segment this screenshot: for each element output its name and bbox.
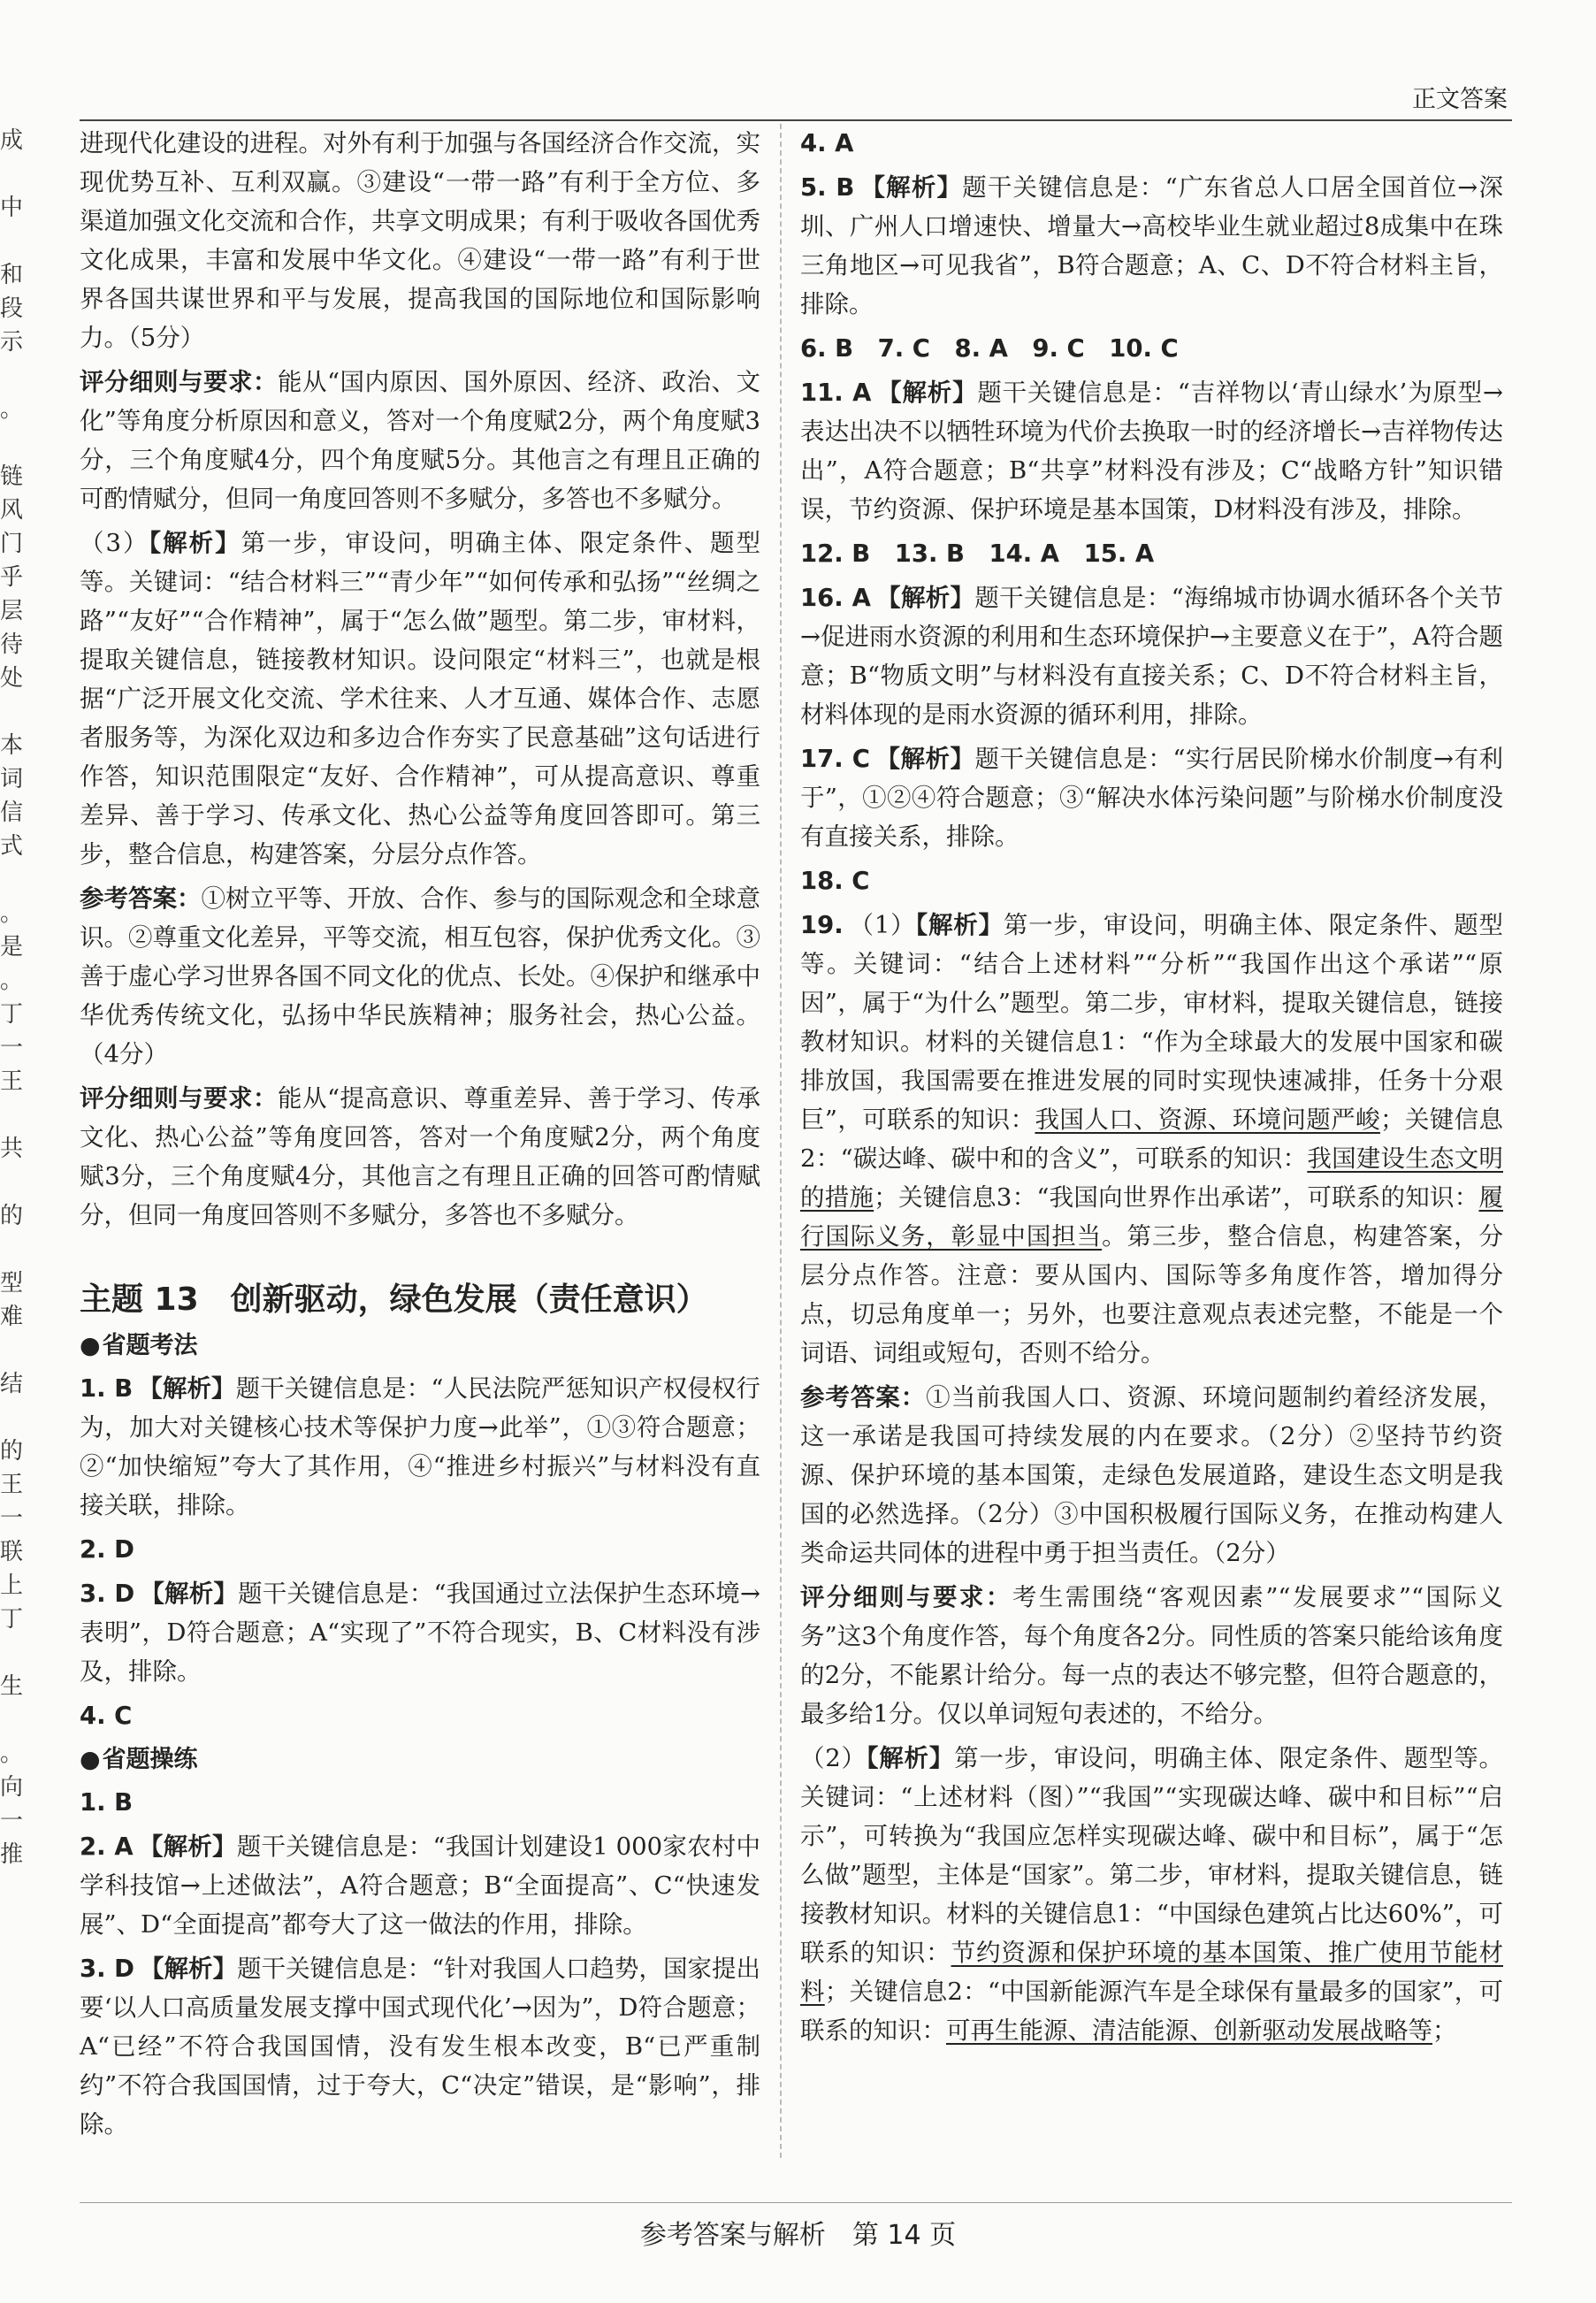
- answer-item: 2. A 【解析】题干关键信息是：“我国计划建设1 000家农村中学科技馆→上述做法”，A符合题意；B“全面提高”、C“快速发展”、D“全面提高”都夸大了这一做法的作用，排除。: [80, 1832, 760, 1939]
- answer-item: 4. A: [800, 129, 854, 157]
- edge-char: [0, 1098, 19, 1132]
- edge-char: [0, 1166, 19, 1199]
- edge-char: 链: [0, 463, 24, 490]
- header-rule: [80, 119, 1512, 121]
- answer-item: 19. （1）【解析】第一步，审设问，明确主体、限定条件、题型等。关键词：“结合上述材料”“分析”“我国作出这个承诺”“原因”，属于“为什么”题型。第二步，审材料，提取关键信息，链接教材知识。材料的关键信息1：“作为全球最大的发展中国家和碳排放国，我国需要在推进发展的同时实现快速减排，任务十分艰巨”，可联系的知识：我国人口、资源、环境问题严峻；关键信息2：“碳达峰、碳中和的含义”，可联系的知识：我国建设生态文明的措施；关键信息3：“我国向世界作出承诺”，可联系的知识：履行国际义务，彰显中国担当。第三步，整合信息，构建答案，分层分点作答。注意：要从国内、国际等多角度作答，增加得分点，切忌角度单一；另外，也要注意观点表述完整，不能是一个词语、词组或短句，否则不给分。: [800, 911, 1504, 1367]
- edge-char: 生: [0, 1673, 24, 1700]
- edge-char: [0, 426, 19, 460]
- edge-char: 的: [0, 1438, 24, 1465]
- scoring-paragraph: 评分细则与要求：能从“国内原因、国外原因、经济、政治、文化”等角度分析原因和意义，答对一个角度赋2分，两个角度赋3分，三个角度赋4分，四个角度赋5分。其他言之有理且正确的可酌情赋分，但同一角度回答则不多赋分，多答也不多赋分。: [80, 368, 760, 513]
- page-footer: [0, 2213, 1596, 2252]
- scoring-paragraph: 评分细则与要求：能从“提高意识、尊重差异、善于学习、传承文化、热心公益”等角度回答，答对一个角度赋2分，两个角度赋3分，三个角度赋4分，其他言之有理且正确的回答可酌情赋分，但同一角度回答则不多赋分，多答也不多赋分。: [80, 1084, 760, 1229]
- answer-paragraph: 参考答案：①当前我国人口、资源、环境问题制约着经济发展，这一承诺是我国可持续发展的内在要求。（2分）②坚持节约资源、保护环境的基本国策，走绿色发展道路，建设生态文明是我国的必然选择。（2分）③中国积极履行国际义务，在推动构建人类命运共同体的进程中勇于担当责任。（2分）: [800, 1383, 1504, 1567]
- answer-item: 11. A 【解析】题干关键信息是：“吉祥物以‘青山绿水’为原型→表达出决不以牺牲环境为代价去换取一时的经济增长→吉祥物传达出”，A符合题意；B“共享”材料没有涉及；C“战略方针”知识错误，节约资源、保护环境是基本国策，D材料没有涉及，排除。: [800, 379, 1504, 524]
- edge-char: 王: [0, 1472, 24, 1498]
- edge-char: [0, 1334, 19, 1367]
- section-heading: ● 省题考法: [80, 1327, 760, 1366]
- edge-char: [0, 695, 19, 729]
- edge-char: 本: [0, 732, 24, 759]
- topic-heading: 主题 13 创新驱动，绿色发展（责任意识）: [80, 1282, 708, 1318]
- edge-char: 中: [0, 195, 24, 221]
- analysis-paragraph: （2）【解析】第一步，审设问，明确主体、限定条件、题型等。关键词：“上述材料（图）”“我国”“实现碳达峰、碳中和目标”“启示”，可转换为“我国应怎样实现碳达峰、碳中和目标”，属于“怎么做”题型，主体是“国家”。第二步，审材料，提取关键信息，链接教材知识。材料的关键信息1：“中国绿色建筑占比达60%”，可联系的知识：节约资源和保护环境的基本国策、推广使用节能材料；关键信息2：“中国新能源汽车是全球保有量最多的国家”，可联系的知识：可再生能源、清洁能源、创新驱动发展战略等；: [800, 1744, 1504, 2045]
- edge-char: 一: [0, 1808, 24, 1834]
- edge-char: 词: [0, 766, 24, 792]
- edge-char: 门: [0, 531, 24, 557]
- answer-item: 18. C: [800, 867, 870, 895]
- edge-char: 处: [0, 665, 24, 692]
- answer-item: 3. D 【解析】题干关键信息是：“针对我国人口趋势，国家提出要‘以人口高质量发展支撑中国式现代化’→因为”，D符合题意；A“已经”不符合我国国情，没有发生根本改变，B“已严重制约”不符合我国国情，过于夸大，C“决定”错误，是“影响”，排除。: [80, 1955, 761, 2138]
- footer-rule: [80, 2202, 1512, 2203]
- edge-char: 段: [0, 295, 24, 322]
- page-header-title: 正文答案: [1412, 86, 1508, 113]
- answer-item: 12. B 13. B 14. A 15. A: [800, 539, 1155, 568]
- edge-char: 信: [0, 800, 24, 826]
- edge-char: 一: [0, 1505, 24, 1532]
- edge-char: 的: [0, 1203, 24, 1229]
- edge-char: 一: [0, 1035, 24, 1061]
- edge-char: 示: [0, 329, 24, 356]
- edge-char: 风: [0, 497, 24, 524]
- answer-item: 4. C: [80, 1702, 133, 1730]
- edge-char: 难: [0, 1304, 24, 1330]
- edge-char: 王: [0, 1068, 24, 1095]
- answer-item: 5. B 【解析】题干关键信息是：“广东省总人口居全国首位→深圳、广州人口增速快、增量大→高校毕业生就业超过8成集中在珠三角地区→可见我省”，B符合题意；A、C、D不符合材料主旨，排除。: [800, 173, 1503, 318]
- answer-item: 2. D: [80, 1535, 134, 1564]
- edge-char: [0, 1703, 19, 1737]
- edge-char: 和: [0, 262, 24, 288]
- answer-item: 6. B 7. C 8. A 9. C 10. C: [800, 334, 1179, 363]
- edge-char: 共: [0, 1136, 24, 1162]
- left-edge-fragment: [0, 124, 24, 1871]
- edge-char: 。: [0, 968, 24, 994]
- edge-char: 是: [0, 934, 24, 960]
- answer-item: 1. B: [80, 1788, 134, 1817]
- edge-char: 。: [0, 396, 24, 423]
- answer-item: 1. B 【解析】题干关键信息是：“人民法院严惩知识产权侵权行为，加大对关键核心技术等保护力度→此举”，①③符合题意；②“加快缩短”夸大了其作用，④“推进乡村振兴”与材料没有直接关联，排除。: [80, 1374, 760, 1519]
- edge-char: [0, 1233, 19, 1266]
- edge-char: 向: [0, 1774, 24, 1801]
- edge-char: 型: [0, 1270, 24, 1297]
- edge-char: 乎: [0, 564, 24, 591]
- left-column: [80, 124, 760, 2149]
- edge-char: 。: [0, 1741, 24, 1767]
- answer-item: 16. A 【解析】题干关键信息是：“海绵城市协调水循环各个关节→促进雨水资源的利用和生态环境保护→主要意义在于”，A符合题意；B“物质文明”与材料没有直接关系；C、D不符合材料主旨，材料体现的是雨水资源的循环利用，排除。: [800, 584, 1504, 729]
- edge-char: [0, 157, 19, 191]
- edge-char: 上: [0, 1572, 24, 1599]
- answer-item: 17. C 【解析】题干关键信息是：“实行居民阶梯水价制度→有利于”，①②④符合题意；③“解决水体污染问题”与阶梯水价制度没有直接关系，排除。: [800, 745, 1503, 851]
- edge-char: 式: [0, 833, 24, 860]
- answer-item: 3. D 【解析】题干关键信息是：“我国通过立法保护生态环境→表明”，D符合题意；A“实现了”不符合现实，B、C材料没有涉及，排除。: [80, 1580, 761, 1686]
- edge-char: 结: [0, 1371, 24, 1397]
- section-heading: ● 省题操练: [80, 1741, 760, 1779]
- edge-char: [0, 359, 19, 393]
- page-number: 第 14 页: [851, 2220, 957, 2251]
- scoring-paragraph: 评分细则与要求：考生需围绕“客观因素”“发展要求”“国际义务”这3个角度作答，每个角度各2分。同性质的答案只能给该角度的2分，不能累计给分。每一点的表达不够完整，但符合题意的，最多给1分。仅以单词短句表述的，不给分。: [800, 1583, 1504, 1728]
- edge-char: 待: [0, 631, 24, 658]
- column-divider: [780, 124, 782, 2158]
- edge-char: 推: [0, 1841, 24, 1868]
- answer-paragraph: 参考答案：①树立平等、开放、合作、参与的国际观念和全球意识。②尊重文化差异，平等交流，相互包容，保护优秀文化。③善于虚心学习世界各国不同文化的优点、长处。④保护和继承中华优秀传统文化，弘扬中华民族精神；服务社会，热心公益。（4分）: [80, 884, 760, 1068]
- edge-char: [0, 1636, 19, 1670]
- edge-char: 联: [0, 1539, 24, 1565]
- paragraph: 进现代化建设的进程。对外有利于加强与各国经济合作交流，实现优势互补、互利双赢。③建设“一带一路”有利于全方位、多渠道加强文化交流和合作，共享文明成果；有利于吸收各国优秀文化成果，丰富和发展中华文化。④建设“一带一路”有利于世界各国共谋世界和平与发展，提高我国的国际地位和国际影响力。（5分）: [80, 129, 760, 352]
- edge-char: 丁: [0, 1001, 24, 1028]
- right-column: [800, 124, 1503, 2055]
- footer-label: 参考答案与解析: [639, 2220, 826, 2251]
- edge-char: 层: [0, 598, 24, 624]
- analysis-paragraph: （3）【解析】第一步，审设问，明确主体、限定条件、题型等。关键词：“结合材料三”“青少年”“如何传承和弘扬”“丝绸之路”“友好”“合作精神”，属于“怎么做”题型。第二步，审材料，提取关键信息，链接教材知识。设问限定“材料三”，也就是根据“广泛开展文化交流、学术往来、人才互通、媒体合作、志愿者服务等，为深化双边和多边合作夯实了民意基础”这句话进行作答，知识范围限定“友好、合作精神”，可从提高意识、尊重差异、善于学习、传承文化、热心公益等角度回答即可。第三步，整合信息，构建答案，分层分点作答。: [80, 529, 761, 868]
- edge-char: [0, 1401, 19, 1435]
- edge-char: 成: [0, 127, 24, 154]
- edge-char: 。: [0, 900, 24, 927]
- edge-char: 丁: [0, 1606, 24, 1633]
- edge-char: [0, 225, 19, 258]
- edge-char: [0, 863, 19, 897]
